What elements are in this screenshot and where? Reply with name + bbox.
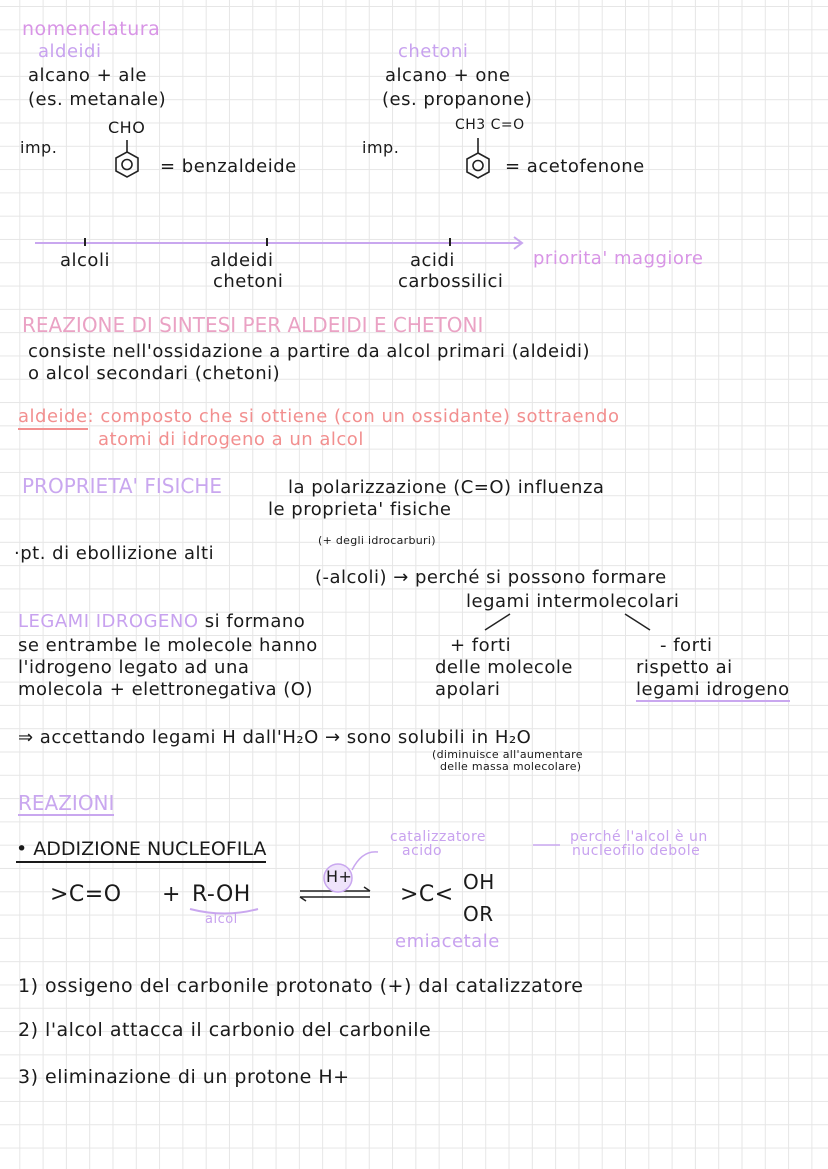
scale-alcohols: alcoli — [60, 250, 110, 271]
properties-heading: PROPRIETA' FISICHE — [22, 474, 223, 498]
properties-intro-1: la polarizzazione (C=O) influenza — [288, 477, 605, 498]
imp-label-aldehyde: imp. — [20, 138, 58, 157]
solubility-note-1: (diminuisce all'aumentare — [432, 748, 583, 761]
scale-acids: acidi — [410, 250, 455, 271]
stronger-1: + forti — [450, 635, 512, 656]
product-oh: OH — [463, 870, 495, 894]
reactant-carbonyl: >C=O — [50, 882, 122, 907]
hbond-line-2: se entrambe le molecole hanno — [18, 635, 318, 656]
boiling-point: ·pt. di ebollizione alti — [14, 543, 215, 564]
scale-aldehydes: aldeidi — [210, 250, 274, 271]
stronger-2: delle molecole — [435, 657, 573, 678]
product-or: OR — [463, 902, 494, 926]
step-3: 3) eliminazione di un protone H+ — [18, 1066, 350, 1088]
aldehyde-definition-2: atomi di idrogeno a un alcol — [98, 429, 364, 450]
vs-alcohols: (-alcoli) → perché si possono formare — [315, 567, 667, 588]
reason-2: nucleofilo debole — [572, 843, 701, 859]
weaker-2: rispetto ai — [636, 657, 733, 678]
acetyl-group: CH3 C=O — [455, 117, 525, 133]
catalyst-h-plus: H+ — [326, 867, 353, 886]
reactant-alcohol: R-OH — [192, 882, 251, 907]
step-1: 1) ossigeno del carbonile protonato (+) dal catalizzatore — [18, 975, 584, 997]
intermolecular: legami intermolecolari — [466, 591, 680, 612]
reason-1: perché l'alcol è un — [570, 829, 708, 845]
synthesis-line-2: o alcol secondari (chetoni) — [28, 363, 281, 384]
stronger-3: apolari — [435, 679, 501, 700]
weaker-3: legami idrogeno — [636, 679, 790, 700]
aldehyde-def-text: : composto che si ottiene (con un ossidante) sottraendo — [87, 406, 620, 427]
aldehyde-example: (es. metanale) — [28, 89, 167, 110]
hbond-text: si formano — [204, 611, 306, 632]
aldehyde-definition — [18, 408, 619, 426]
product-carbon: >C< — [400, 882, 454, 907]
benzaldehyde-name: = benzaldeide — [160, 156, 297, 177]
priority-label: priorita' maggiore — [533, 248, 704, 269]
solubility-note-2: delle massa molecolare) — [440, 760, 582, 773]
hbond-line-3: l'idrogeno legato ad una — [18, 657, 250, 678]
ketones-heading: chetoni — [398, 41, 469, 62]
vs-hydrocarbons: (+ degli idrocarburi) — [318, 534, 436, 547]
priority-arrow — [35, 237, 522, 249]
benzene-ring-icon — [467, 138, 489, 178]
alcohol-label: alcol — [205, 912, 238, 927]
aldehyde-term: aldeide — [18, 406, 88, 430]
nucleophilic-addition-heading: • ADDIZIONE NUCLEOFILA — [16, 840, 266, 863]
hemiacetal-label: emiacetale — [395, 931, 500, 952]
step-2: 2) l'alcol attacca il carbonio del carbonile — [18, 1019, 432, 1041]
ketone-rule: alcano + one — [385, 65, 511, 86]
ketone-example: (es. propanone) — [382, 89, 533, 110]
reactions-heading: REAZIONI — [18, 791, 115, 815]
catalyst-note-2: acido — [402, 843, 443, 859]
scale-carboxylic: carbossilici — [398, 271, 504, 292]
synthesis-heading: REAZIONE DI SINTESI PER ALDEIDI E CHETONI — [22, 313, 484, 337]
aldehydes-heading: aldeidi — [38, 41, 102, 62]
aldehyde-rule: alcano + ale — [28, 65, 148, 86]
acetophenone-name: = acetofenone — [505, 156, 645, 177]
plus-sign: + — [162, 882, 181, 907]
weaker-1: - forti — [660, 635, 713, 656]
synthesis-line-1: consiste nell'ossidazione a partire da alcol primari (aldeidi) — [28, 341, 591, 362]
benzene-ring-icon — [116, 140, 138, 177]
page-title: nomenclatura — [22, 18, 161, 40]
hbond-term: LEGAMI IDROGENO — [18, 611, 199, 632]
catalyst-note: catalizzatore — [390, 829, 487, 845]
properties-intro-2: le proprieta' fisiche — [268, 499, 452, 520]
cho-group: CHO — [108, 118, 146, 137]
solubility: ⇒ accettando legami H dall'H₂O → sono solubili in H₂O — [18, 727, 532, 748]
hbond-line-4: molecola + elettronegativa (O) — [18, 679, 313, 700]
imp-label-ketone: imp. — [362, 138, 400, 157]
hbond-line-1 — [18, 613, 305, 631]
scale-ketones: chetoni — [213, 271, 284, 292]
